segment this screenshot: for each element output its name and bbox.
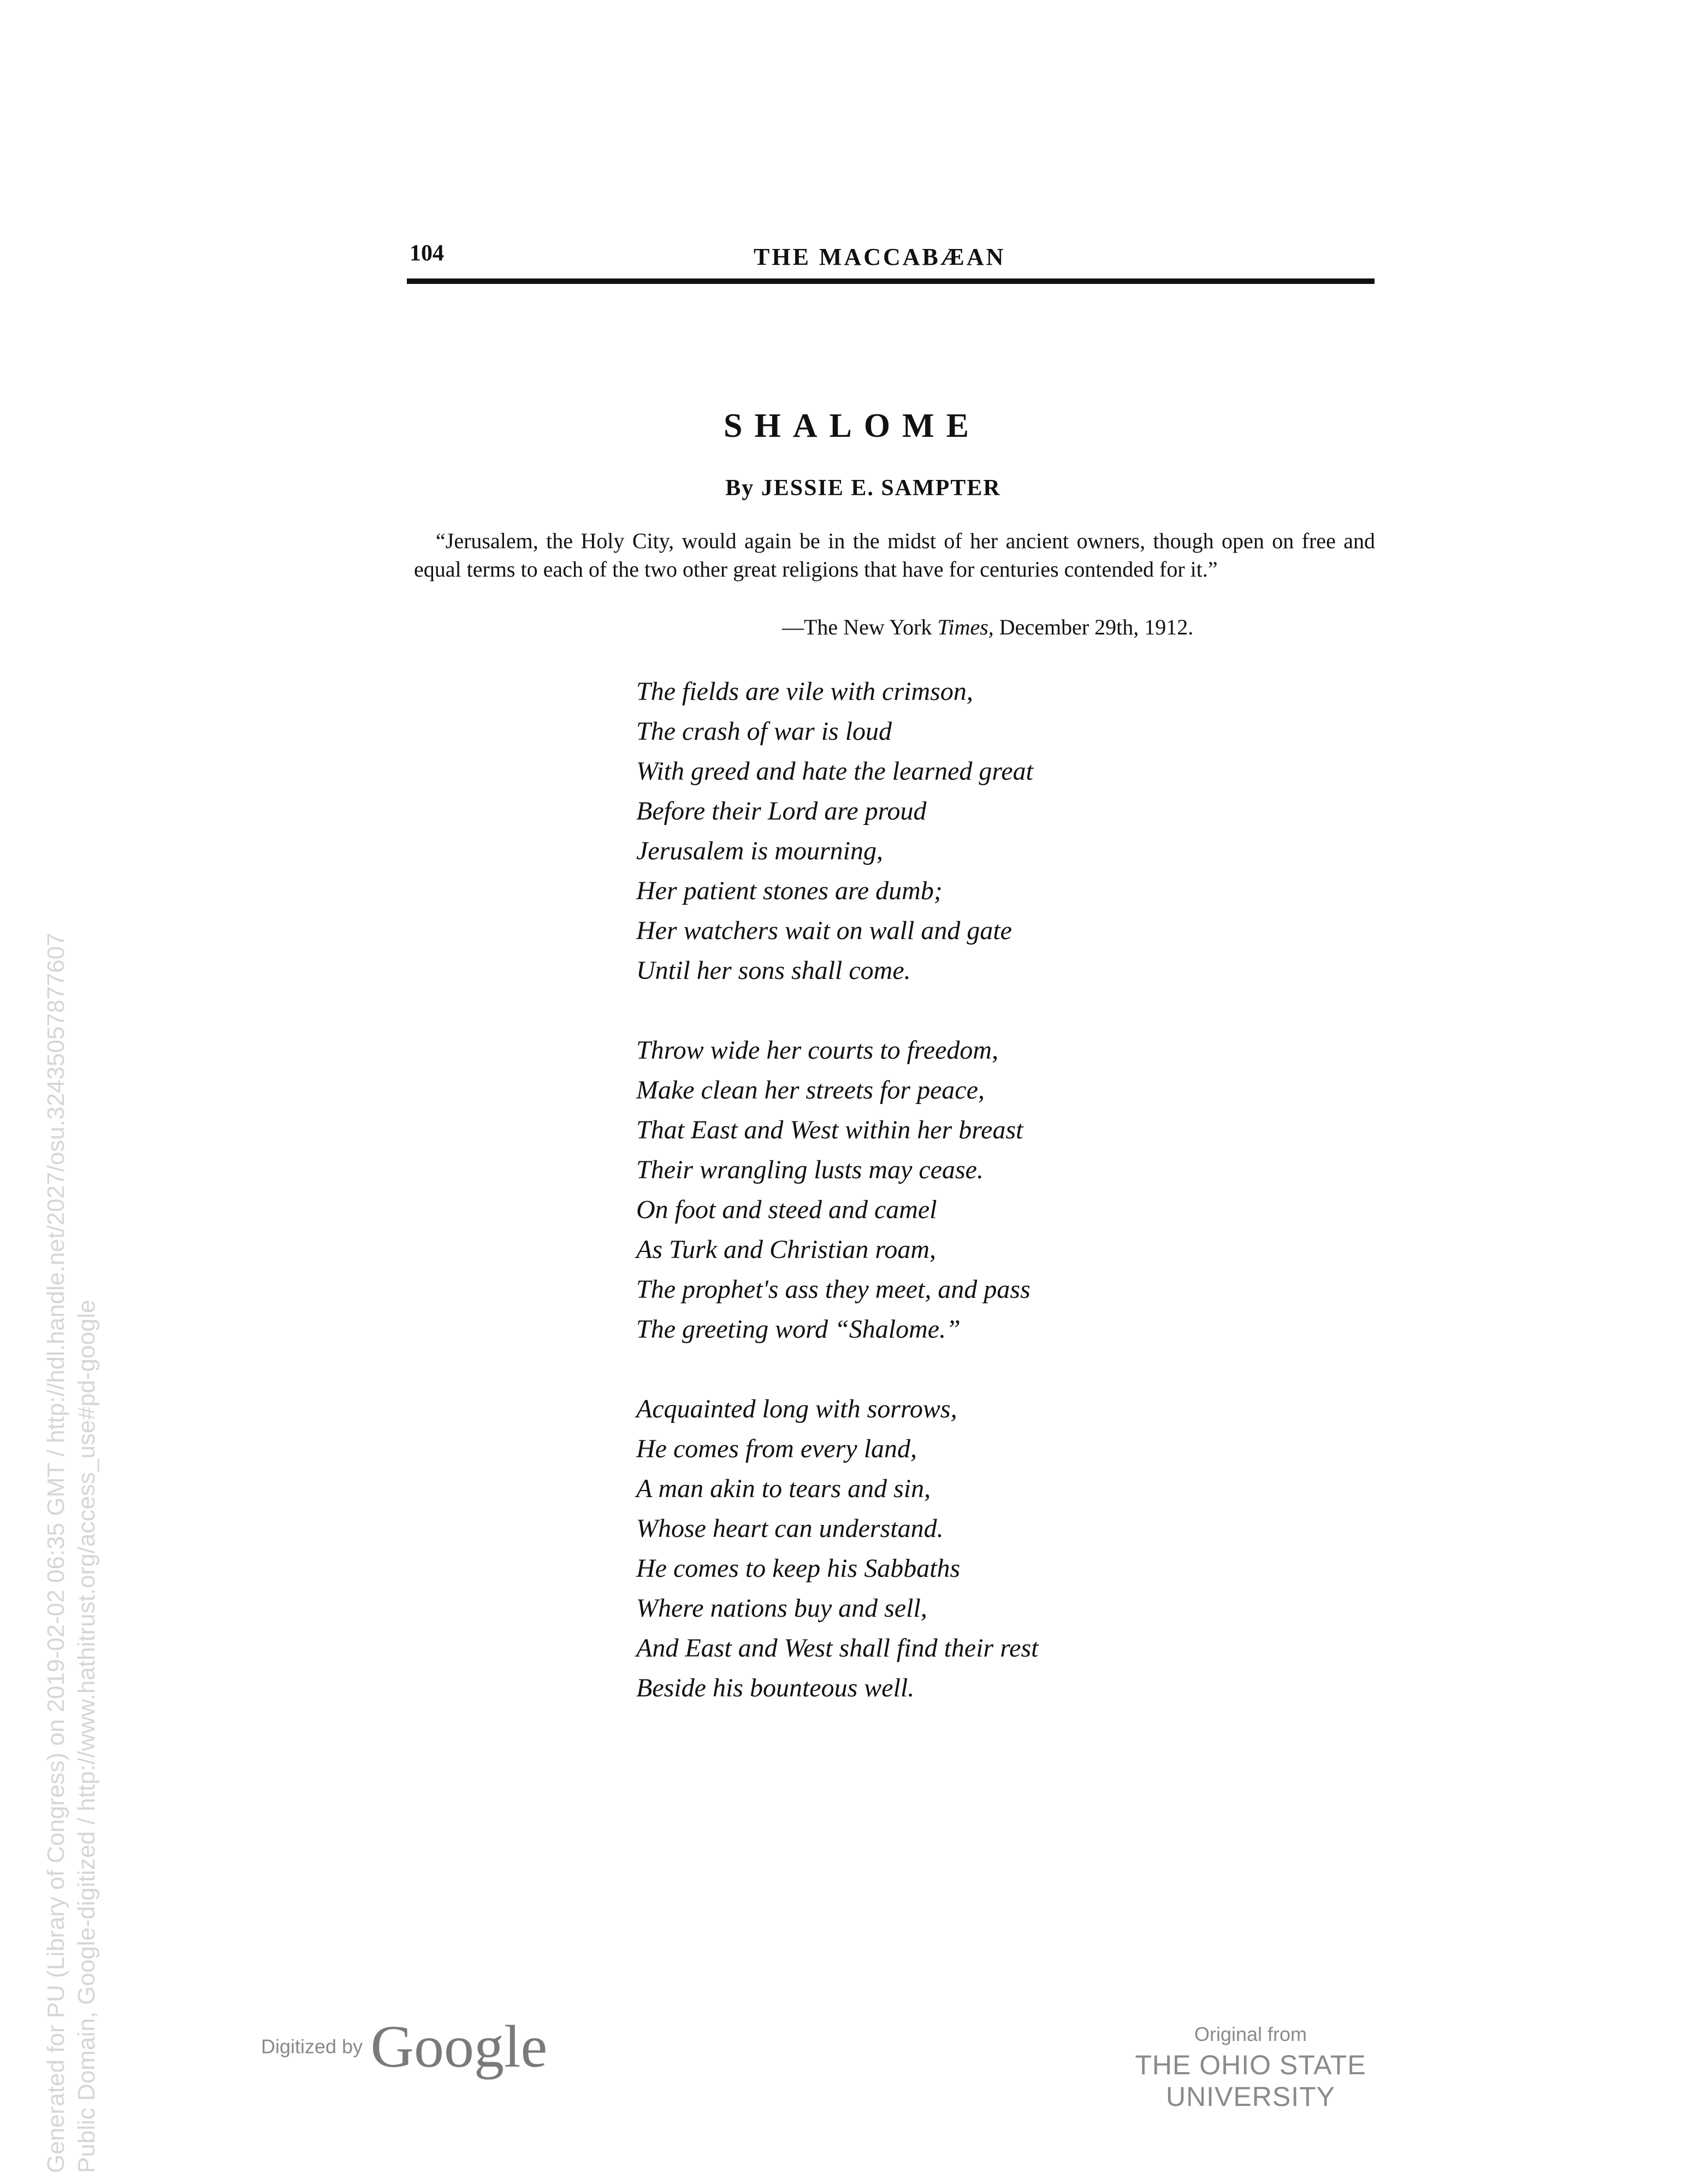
poem-line: A man akin to tears and sin, [636,1474,931,1503]
poem-line: The fields are vile with crimson, [636,677,973,706]
attribution-date: December 29th, 1912. [993,615,1194,639]
running-head: THE MACCABÆAN [754,244,1006,270]
poem-line: And East and West shall find their rest [636,1634,1039,1663]
google-digitized-mark [261,2012,547,2081]
attribution-prefix: —The New York [782,615,938,639]
institution-name: THE OHIO STATE UNIVERSITY [1135,2050,1366,2112]
google-logo: Google [370,2013,548,2080]
watermark-line-1: Generated for PU (Library of Congress) on 2019-02-02 06:35 GMT / http://hdl.handle.net/2027/osu.32435057877607 [43,933,69,2173]
poem-line: He comes from every land, [636,1434,917,1463]
article-title: SHALOME [724,407,981,444]
epigraph [414,527,1375,584]
poem-line: Whose heart can understand. [636,1514,944,1543]
poem-line: He comes to keep his Sabbaths [636,1554,961,1583]
poem-line: With greed and hate the learned great [636,757,1033,786]
poem-line: Throw wide her courts to freedom, [636,1036,999,1065]
stanza-2 [636,1030,1038,1349]
poem-line: The greeting word “Shalome.” [636,1315,961,1344]
attribution-source: Times, [937,615,994,639]
original-from-label: Original from [1194,2023,1307,2045]
poem-line: On foot and steed and camel [636,1195,937,1224]
digitized-label: Digitized by [261,2035,363,2058]
margin-watermark [41,535,102,2173]
stanza-3 [636,1389,1038,1708]
poem-line: Where nations buy and sell, [636,1594,927,1623]
watermark-line-2: Public Domain, Google-digitized / http://www.hathitrust.org/access_use#pd-google [73,1299,100,2173]
poem-line: The prophet's ass they meet, and pass [636,1275,1030,1304]
epigraph-text: “Jerusalem, the Holy City, would again be in the midst of her ancient owners, though open on free and equal terms to each of the two other great religions that have for centuries contended for it.” [414,529,1375,581]
poem-line: Her patient stones are dumb; [636,876,943,905]
poem-line: Their wrangling lusts may cease. [636,1155,984,1184]
poem-line: Her watchers wait on wall and gate [636,916,1012,945]
poem-line: Beside his bounteous well. [636,1673,915,1702]
poem-line: That East and West within her breast [636,1115,1023,1144]
stanza-1 [636,672,1038,990]
epigraph-attribution [782,614,1193,640]
source-institution [1059,2023,1442,2112]
poem-line: Before their Lord are proud [636,797,927,826]
poem-line: Until her sons shall come. [636,956,911,985]
poem [636,672,1038,1748]
header-rule [407,278,1375,284]
poem-line: Make clean her streets for peace, [636,1076,985,1105]
poem-line: Jerusalem is mourning, [636,836,883,865]
page-number: 104 [410,241,444,266]
poem-line: The crash of war is loud [636,717,892,746]
poem-line: Acquainted long with sorrows, [636,1394,957,1423]
poem-line: As Turk and Christian roam, [636,1235,936,1264]
byline: By JESSIE E. SAMPTER [725,476,1001,501]
